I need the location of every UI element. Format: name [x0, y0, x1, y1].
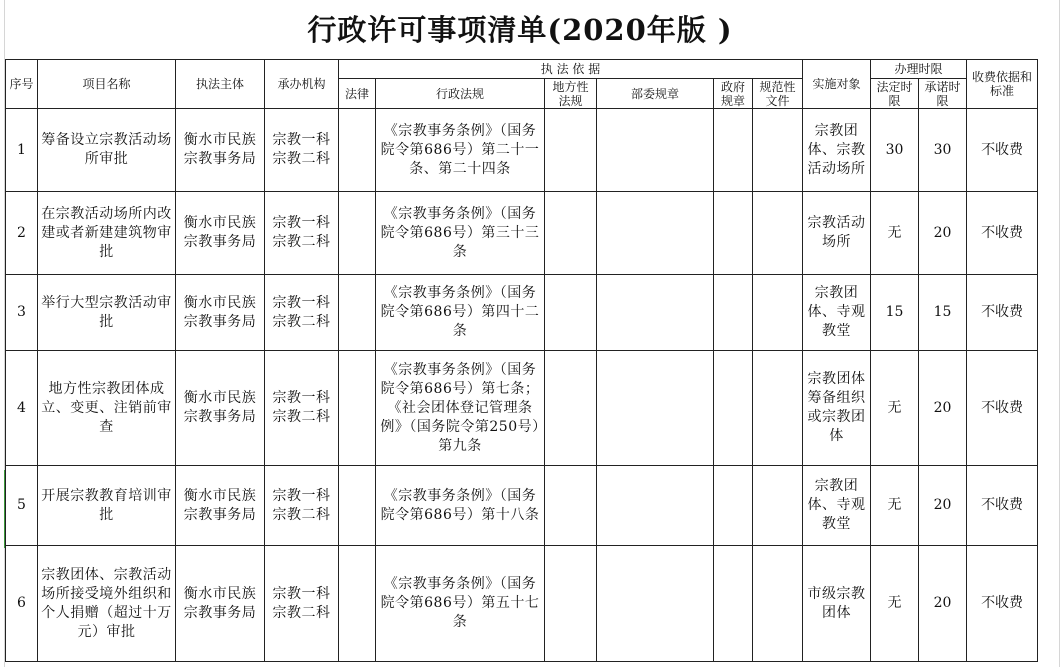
cell-basis-normative	[753, 109, 803, 192]
cell-handler: 宗教一科宗教二科	[265, 351, 339, 466]
cell-time-promised: 20	[919, 546, 967, 662]
cell-seq: 6	[6, 546, 38, 662]
cell-basis-ministry-rule	[597, 351, 714, 466]
cell-item-name: 筹备设立宗教活动场所审批	[38, 109, 176, 192]
header-basis-group: 执 法 依 据	[339, 60, 803, 79]
cell-basis-admin-reg: 《宗教事务条例》（国务院令第686号）第四十二条	[376, 275, 545, 351]
cell-basis-gov-rule	[714, 275, 753, 351]
header-time-legal: 法定时限	[871, 79, 919, 109]
cell-target: 宗教团体、宗教活动场所	[803, 109, 871, 192]
cell-seq: 1	[6, 109, 38, 192]
cell-subject: 衡水市民族宗教事务局	[176, 351, 265, 466]
cell-seq: 2	[6, 192, 38, 275]
cell-basis-gov-rule	[714, 466, 753, 546]
cell-basis-local-reg	[545, 192, 597, 275]
permit-items-table	[5, 59, 1038, 662]
cell-basis-admin-reg: 《宗教事务条例》（国务院令第686号）第七条；《社会团体登记管理条例》（国务院令第250号）第九条	[376, 351, 545, 466]
cell-seq: 4	[6, 351, 38, 466]
table-row	[6, 192, 1038, 275]
cell-target: 宗教团体、寺观教堂	[803, 275, 871, 351]
cell-basis-ministry-rule	[597, 192, 714, 275]
cell-subject: 衡水市民族宗教事务局	[176, 275, 265, 351]
cell-basis-normative	[753, 275, 803, 351]
cell-time-promised: 20	[919, 192, 967, 275]
table-header-row-top	[6, 60, 1038, 79]
cell-item-name: 开展宗教教育培训审批	[38, 466, 176, 546]
cell-fee: 不收费	[967, 109, 1038, 192]
cell-time-legal: 15	[871, 275, 919, 351]
cell-basis-gov-rule	[714, 109, 753, 192]
cell-subject: 衡水市民族宗教事务局	[176, 546, 265, 662]
header-seq: 序号	[6, 60, 38, 109]
cell-time-promised: 20	[919, 351, 967, 466]
cell-basis-law	[339, 466, 376, 546]
cell-basis-law	[339, 546, 376, 662]
cell-fee: 不收费	[967, 351, 1038, 466]
header-target: 实施对象	[803, 60, 871, 109]
cell-fee: 不收费	[967, 192, 1038, 275]
cell-basis-gov-rule	[714, 351, 753, 466]
table-row	[6, 546, 1038, 662]
cell-basis-normative	[753, 546, 803, 662]
cell-basis-admin-reg: 《宗教事务条例》（国务院令第686号）第五十七条	[376, 546, 545, 662]
cell-basis-local-reg	[545, 351, 597, 466]
cell-basis-admin-reg: 《宗教事务条例》（国务院令第686号）第三十三条	[376, 192, 545, 275]
cell-target: 市级宗教团体	[803, 546, 871, 662]
cell-basis-admin-reg: 《宗教事务条例》（国务院令第686号）第二十一条、第二十四条	[376, 109, 545, 192]
cell-time-legal: 30	[871, 109, 919, 192]
cell-basis-local-reg	[545, 466, 597, 546]
header-item-name: 项目名称	[38, 60, 176, 109]
header-basis-gov-rule: 政府规章	[714, 79, 753, 109]
cell-subject: 衡水市民族宗教事务局	[176, 109, 265, 192]
header-basis-admin-reg: 行政法规	[376, 79, 545, 109]
cell-time-promised: 20	[919, 466, 967, 546]
cell-time-promised: 15	[919, 275, 967, 351]
cell-handler: 宗教一科宗教二科	[265, 275, 339, 351]
cell-handler: 宗教一科宗教二科	[265, 192, 339, 275]
cell-seq: 5	[6, 466, 38, 546]
cell-item-name: 地方性宗教团体成立、变更、注销前审查	[38, 351, 176, 466]
table-row	[6, 275, 1038, 351]
cell-item-name: 宗教团体、宗教活动场所接受境外组织和个人捐赠（超过十万元）审批	[38, 546, 176, 662]
cell-basis-ministry-rule	[597, 275, 714, 351]
header-basis-ministry-rule: 部委规章	[597, 79, 714, 109]
cell-basis-ministry-rule	[597, 546, 714, 662]
cell-fee: 不收费	[967, 546, 1038, 662]
header-basis-local-reg: 地方性法规	[545, 79, 597, 109]
cell-seq: 3	[6, 275, 38, 351]
cell-target: 宗教团体筹备组织或宗教团体	[803, 351, 871, 466]
cell-handler: 宗教一科宗教二科	[265, 466, 339, 546]
cell-target: 宗教团体、寺观教堂	[803, 466, 871, 546]
cell-basis-admin-reg: 《宗教事务条例》（国务院令第686号）第十八条	[376, 466, 545, 546]
cell-basis-local-reg	[545, 546, 597, 662]
cell-basis-local-reg	[545, 109, 597, 192]
cell-basis-local-reg	[545, 275, 597, 351]
cell-time-legal: 无	[871, 546, 919, 662]
header-time-promised: 承诺时限	[919, 79, 967, 109]
cell-basis-gov-rule	[714, 192, 753, 275]
cell-time-legal: 无	[871, 466, 919, 546]
cell-time-legal: 无	[871, 351, 919, 466]
cell-basis-law	[339, 109, 376, 192]
cell-basis-normative	[753, 351, 803, 466]
cell-subject: 衡水市民族宗教事务局	[176, 192, 265, 275]
sheet-gridline-right	[1059, 0, 1060, 667]
cell-basis-normative	[753, 466, 803, 546]
cell-basis-ministry-rule	[597, 109, 714, 192]
cell-item-name: 举行大型宗教活动审批	[38, 275, 176, 351]
header-time-limit-group: 办理时限	[871, 60, 967, 79]
cell-basis-law	[339, 351, 376, 466]
header-fee: 收费依据和标准	[967, 60, 1038, 109]
cell-time-legal: 无	[871, 192, 919, 275]
cell-fee: 不收费	[967, 275, 1038, 351]
cell-item-name: 在宗教活动场所内改建或者新建建筑物审批	[38, 192, 176, 275]
table-row	[6, 351, 1038, 466]
header-subject: 执法主体	[176, 60, 265, 109]
page-title: 行政许可事项清单(2020年版 )	[307, 13, 733, 47]
cell-basis-normative	[753, 192, 803, 275]
table-row	[6, 109, 1038, 192]
cell-basis-law	[339, 192, 376, 275]
cell-basis-gov-rule	[714, 546, 753, 662]
cell-basis-law	[339, 275, 376, 351]
cell-basis-ministry-rule	[597, 466, 714, 546]
cell-fee: 不收费	[967, 466, 1038, 546]
cell-handler: 宗教一科宗教二科	[265, 109, 339, 192]
header-handler: 承办机构	[265, 60, 339, 109]
cell-time-promised: 30	[919, 109, 967, 192]
table-row	[6, 466, 1038, 546]
cell-target: 宗教活动场所	[803, 192, 871, 275]
cell-subject: 衡水市民族宗教事务局	[176, 466, 265, 546]
header-basis-law: 法律	[339, 79, 376, 109]
header-basis-normative: 规范性文件	[753, 79, 803, 109]
cell-handler: 宗教一科宗教二科	[265, 546, 339, 662]
